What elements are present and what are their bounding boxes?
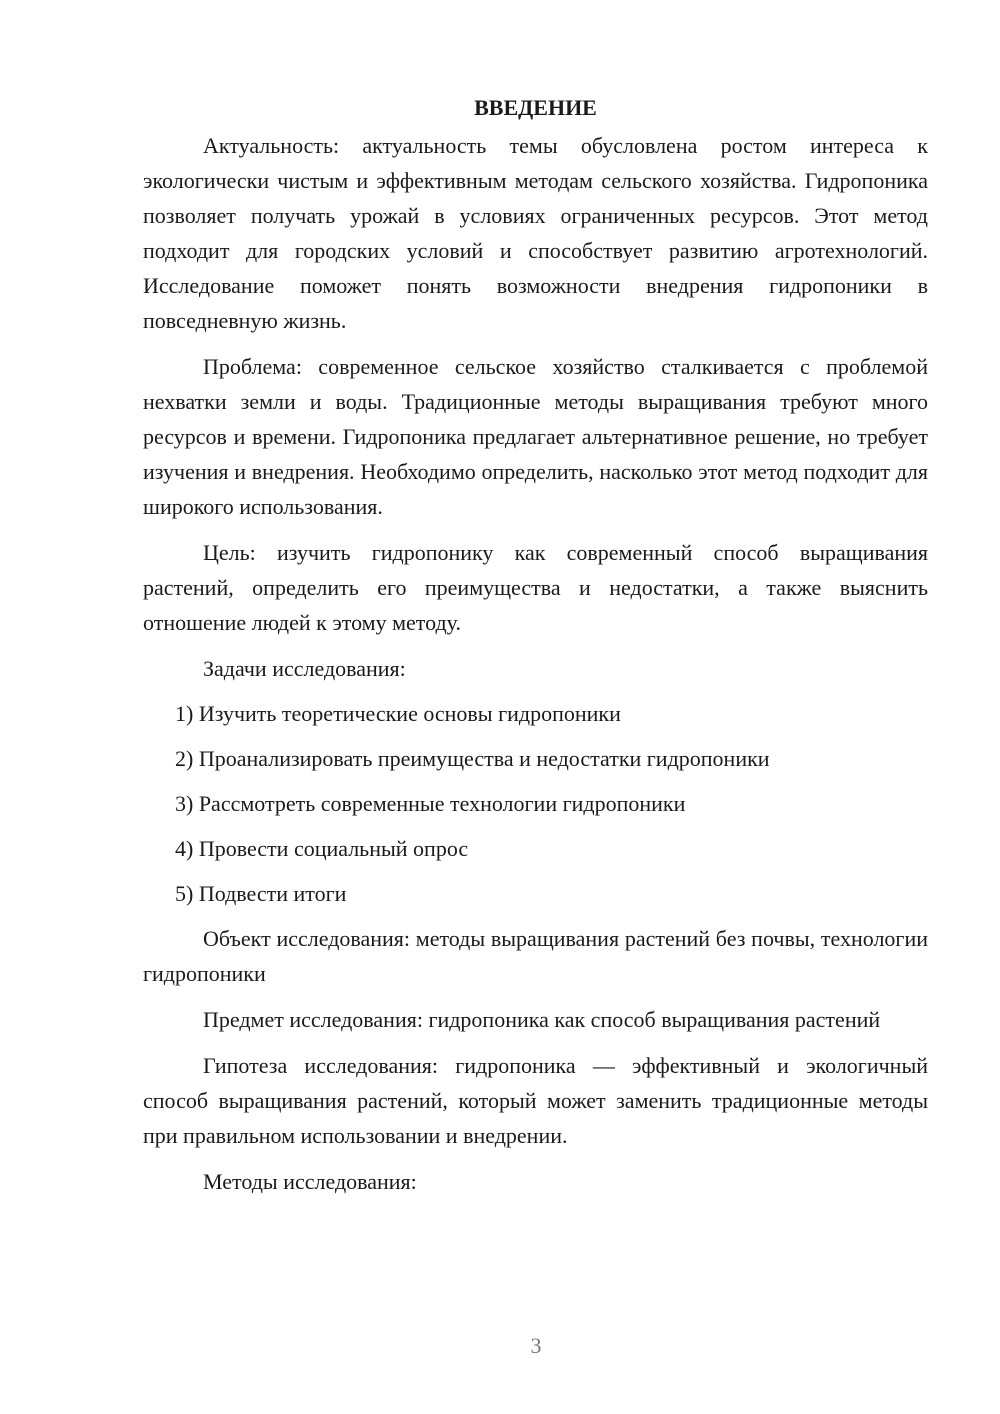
task-item: 1) Изучить теоретические основы гидропоники (175, 701, 621, 726)
task-item: 2) Проанализировать преимущества и недостатки гидропоники (175, 746, 770, 771)
tasks-list (143, 696, 928, 911)
object-paragraph: Объект исследования: методы выращивания растений без почвы, технологии гидропоники (143, 926, 928, 986)
tasks-title: Задачи исследования: (203, 656, 406, 681)
subject-paragraph: Предмет исследования: гидропоника как способ выращивания растений (203, 1007, 881, 1032)
task-item: 4) Провести социальный опрос (175, 836, 469, 861)
page-number: 3 (530, 1333, 542, 1358)
goal-paragraph: Цель: изучить гидропонику как современный способ выращивания растений, определить его преимущества и недостатки, а также выяснить отношение людей к этому методу. (143, 540, 928, 635)
document-page (143, 90, 928, 1209)
hypothesis-paragraph: Гипотеза исследования: гидропоника — эффективный и экологичный способ выращивания растений, который может заменить традиционные методы при правильном использовании и внедрении. (143, 1053, 928, 1148)
section-heading: ВВЕДЕНИЕ (474, 95, 597, 120)
relevance-paragraph: Актуальность: актуальность темы обусловлена ростом интереса к экологически чистым и эффективным методам сельского хозяйства. Гидропоника позволяет получать урожай в условиях ограниченных ресурсов. Этот метод подходит для городских условий и способствует развитию агротехнологий. Исследование поможет понять возможности внедрения гидропоники в повседневную жизнь. (143, 133, 928, 333)
problem-paragraph: Проблема: современное сельское хозяйство сталкивается с проблемой нехватки земли и воды. Традиционные методы выращивания требуют много ресурсов и времени. Гидропоника предлагает альтернативное решение, но требует изучения и внедрения. Необходимо определить, насколько этот метод подходит для широкого использования. (143, 354, 928, 519)
methods-title: Методы исследования: (203, 1169, 417, 1194)
task-item: 3) Рассмотреть современные технологии гидропоники (175, 791, 686, 816)
task-item: 5) Подвести итоги (175, 881, 347, 906)
